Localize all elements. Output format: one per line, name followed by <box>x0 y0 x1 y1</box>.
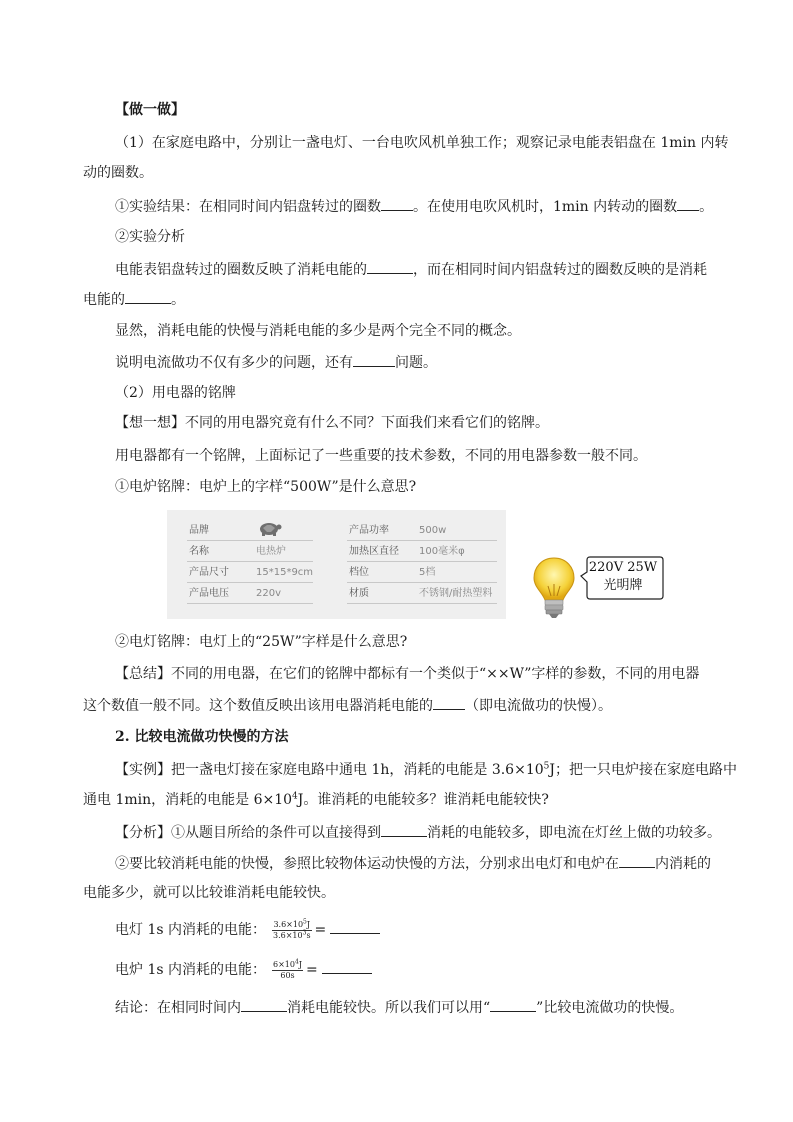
spec-key: 档位 <box>349 567 369 578</box>
paragraph-line <box>115 352 437 373</box>
spec-value: 220v <box>256 588 282 599</box>
divider <box>187 582 313 583</box>
superscript: 5 <box>543 761 550 772</box>
paragraph-line: ①电炉铭牌：电炉上的字样“500W”是什么意思? <box>115 479 417 495</box>
paragraph-line: 显然，消耗电能的快慢与消耗电能的多少是两个完全不同的概念。 <box>115 323 521 339</box>
num-text: 3.6×10 <box>273 919 304 929</box>
paragraph-line: 动的圈数。 <box>83 165 153 181</box>
text-span: ①实验结果：在相同时间内铝盘转过的圈数 <box>115 199 381 215</box>
spec-key: 名称 <box>189 546 209 557</box>
paragraph-line <box>115 259 707 280</box>
bulb-label-line: 220V 25W <box>588 560 658 575</box>
text-span: 。在使用电吹风机时，1min 内转动的圈数 <box>413 199 678 215</box>
spec-value: 500w <box>419 525 447 536</box>
text-span: 消耗电能较快。所以我们可以用“ <box>287 1000 491 1016</box>
superscript: 3 <box>302 928 307 936</box>
text-span: 这个数值一般不同。这个数值反映出该用电器消耗电能的 <box>83 698 433 714</box>
fill-blank[interactable] <box>330 919 380 934</box>
spec-value: 100毫米φ <box>419 546 465 557</box>
divider <box>347 582 497 583</box>
paragraph-line <box>83 289 185 310</box>
paragraph-line <box>115 997 683 1018</box>
paragraph-line: 【总结】不同的用电器，在它们的铭牌中都标有一个类似于“××W”字样的参数，不同的用电器 <box>115 666 700 682</box>
divider <box>347 540 497 541</box>
spec-key: 品牌 <box>189 525 209 536</box>
text-span: 【分析】①从题目所给的条件可以直接得到 <box>115 825 381 841</box>
paragraph-line: 用电器都有一个铭牌，上面标记了一些重要的技术参数，不同的用电器参数一般不同。 <box>115 448 647 464</box>
paragraph-line: （1）在家庭电路中，分别让一盏电灯、一台电吹风机单独工作；观察记录电能表铝盘在 1min 内转 <box>115 135 729 151</box>
spec-value: 15*15*9cm <box>256 567 314 578</box>
superscript: 4 <box>294 957 299 965</box>
fraction <box>272 957 303 981</box>
spec-key: 产品功率 <box>349 525 389 536</box>
text-span: 问题。 <box>395 355 437 371</box>
text-span: 电炉 1s 内消耗的电能： <box>115 962 266 978</box>
section-title: 【做一做】 <box>115 102 185 118</box>
fraction <box>272 917 312 941</box>
numerator <box>272 957 303 971</box>
text-span: ”比较电流做功的快慢。 <box>536 1000 684 1016</box>
fill-blank[interactable] <box>125 289 171 304</box>
fill-blank[interactable] <box>677 196 699 211</box>
text-span: （即电流做功的快慢）。 <box>465 698 612 714</box>
fill-blank[interactable] <box>353 352 395 367</box>
bulb-label <box>584 559 662 595</box>
text-span: J。谁消耗的电能较多？谁消耗电能较快? <box>297 792 549 808</box>
den-text: 3.6×10 <box>273 930 303 940</box>
equals-sign: = <box>314 922 327 938</box>
text-span: ②要比较消耗电能的快慢，参照比较物体运动快慢的方法，分别求出电灯和电炉在 <box>115 856 619 872</box>
paragraph-line: 【想一想】不同的用电器究竟有什么不同？下面我们来看它们的铭牌。 <box>115 415 549 431</box>
spec-value: 不锈钢/耐热塑料 <box>419 588 493 599</box>
spec-key: 加热区直径 <box>349 546 399 557</box>
light-bulb-icon <box>530 556 578 620</box>
denominator <box>272 928 312 941</box>
divider <box>187 540 313 541</box>
divider <box>187 603 313 604</box>
divider <box>347 561 497 562</box>
superscript: 4 <box>292 791 298 802</box>
paragraph-line <box>115 822 721 843</box>
section-heading: 2. 比较电流做功快慢的方法 <box>115 729 289 745</box>
paragraph-line: （2）用电器的铭牌 <box>115 385 236 401</box>
paragraph-line: ②实验分析 <box>115 229 185 245</box>
equals-sign: = <box>306 962 318 978</box>
text-span: ，而在相同时间内铝盘转过的圈数反映的是消耗 <box>413 262 707 278</box>
text-span: 电能表铝盘转过的圈数反映了消耗电能的 <box>115 262 367 278</box>
divider <box>347 603 497 604</box>
paragraph-line <box>83 695 612 716</box>
paragraph-line <box>115 196 713 217</box>
text-span: 说明电流做功不仅有多少的问题，还有 <box>115 355 353 371</box>
fill-blank[interactable] <box>367 259 413 274</box>
text-span: 电灯 1s 内消耗的电能： <box>115 922 266 938</box>
equation-line <box>115 958 372 982</box>
divider <box>187 561 313 562</box>
text-span: 。 <box>171 292 185 308</box>
spec-key: 材质 <box>349 588 369 599</box>
equation-line <box>115 918 380 942</box>
text-span: 消耗的电能较多，即电流在灯丝上做的功较多。 <box>427 825 721 841</box>
fill-blank[interactable] <box>433 695 465 710</box>
superscript: 5 <box>303 917 307 925</box>
spec-key: 产品电压 <box>189 588 229 599</box>
spec-value: 电热炉 <box>256 546 286 557</box>
fill-blank[interactable] <box>490 997 536 1012</box>
paragraph-line: 电能多少，就可以比较谁消耗电能较快。 <box>83 885 335 901</box>
fill-blank[interactable] <box>381 822 427 837</box>
paragraph-line <box>115 760 737 780</box>
text-span: 通电 1min，消耗的电能是 6×10 <box>83 792 293 808</box>
paragraph-line <box>115 853 711 874</box>
text-span: 。 <box>699 199 714 215</box>
fill-blank[interactable] <box>619 853 655 868</box>
unit: J <box>306 919 311 929</box>
denominator: 60s <box>280 970 295 980</box>
paragraph-line <box>83 790 549 810</box>
spec-key: 产品尺寸 <box>189 567 229 578</box>
unit: J <box>298 959 303 969</box>
paragraph-line: ②电灯铭牌：电灯上的“25W”字样是什么意思? <box>115 634 408 650</box>
num-text: 6×10 <box>273 959 295 969</box>
fill-blank[interactable] <box>322 959 372 974</box>
text-span: 内消耗的 <box>655 856 711 872</box>
text-span: 电能的 <box>83 292 125 308</box>
unit: s <box>306 930 311 940</box>
fill-blank[interactable] <box>381 196 413 211</box>
text-span: 结论：在相同时间内 <box>115 1000 241 1016</box>
text-span: J；把一只电炉接在家庭电路中 <box>549 762 737 778</box>
bulb-label-line: 光明牌 <box>603 578 643 593</box>
text-span: 【实例】把一盏电灯接在家庭电路中通电 1h，消耗的电能是 3.6×10 <box>115 762 544 778</box>
fill-blank[interactable] <box>241 997 287 1012</box>
spec-value: 5档 <box>419 567 436 578</box>
